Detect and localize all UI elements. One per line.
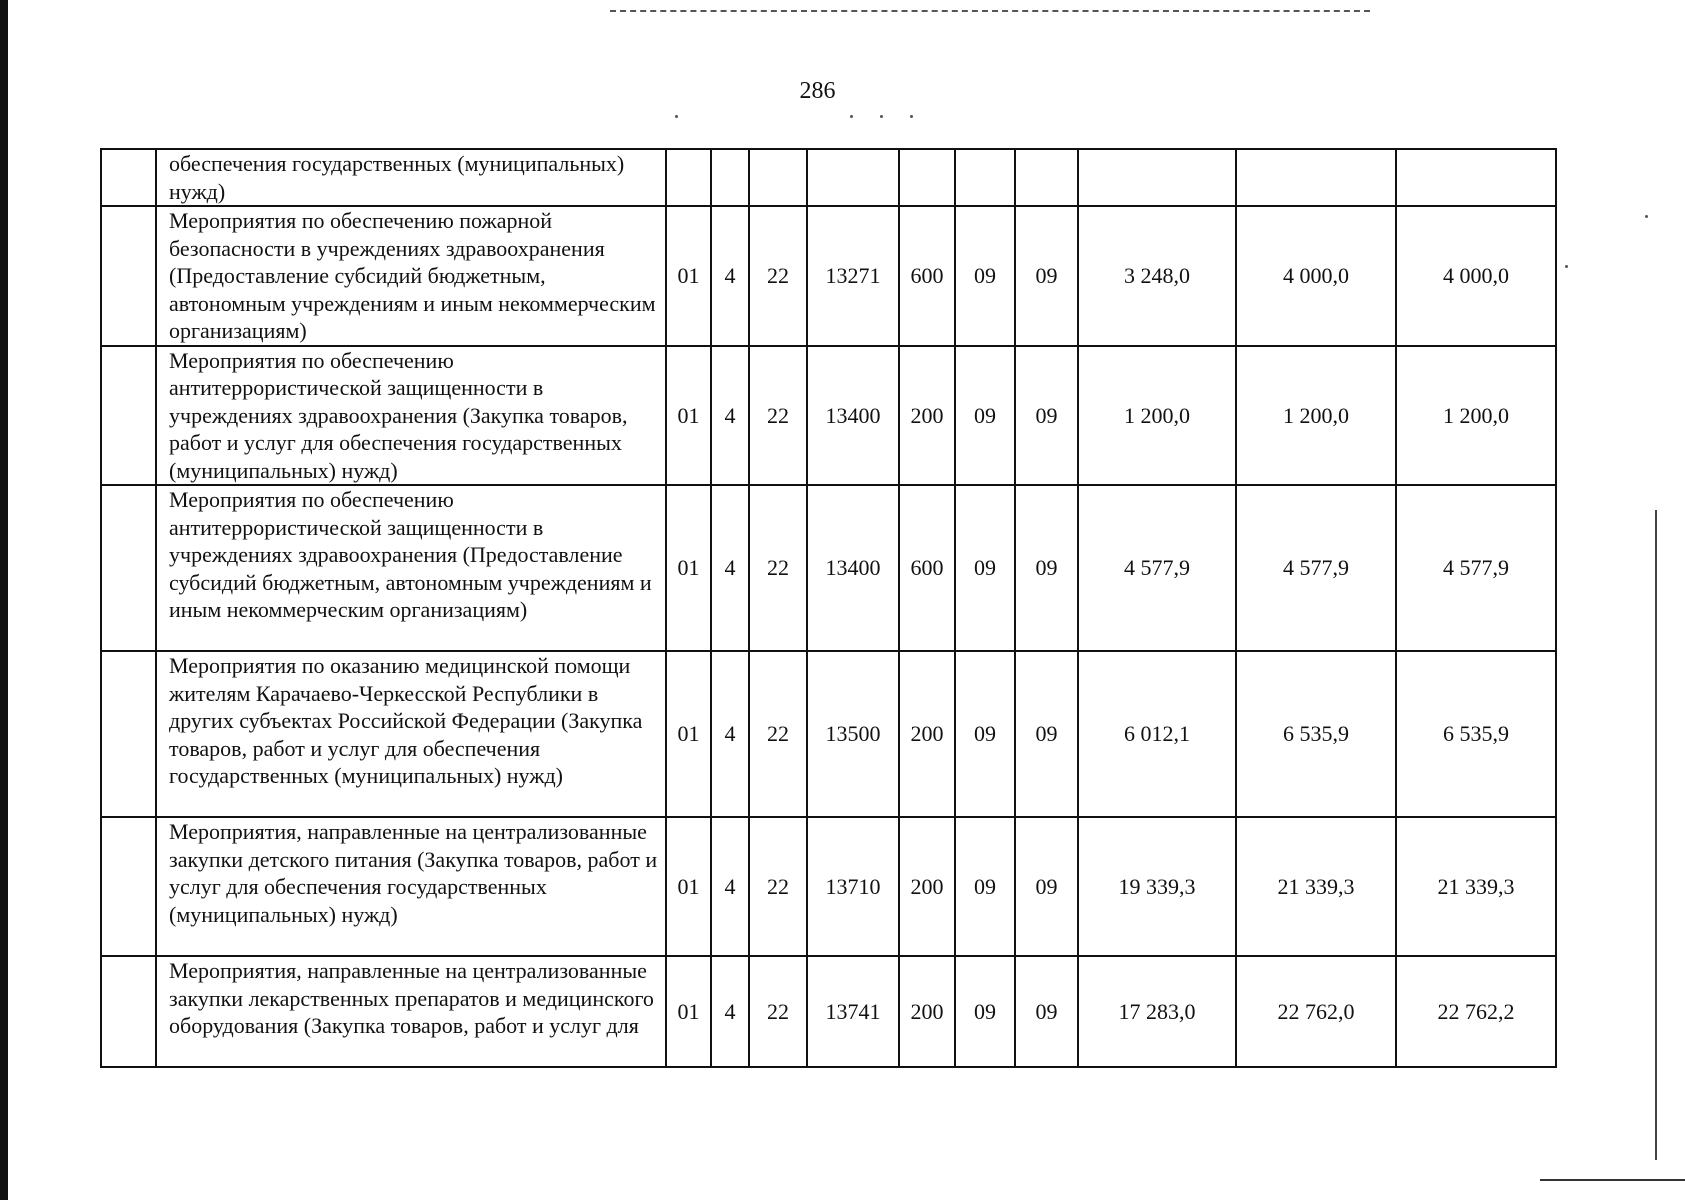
table-row	[101, 206, 1556, 346]
scan-right-edge	[1655, 510, 1657, 1160]
code-program: 01	[666, 206, 711, 346]
row-index-cell	[101, 149, 156, 206]
code-event: 22	[749, 346, 807, 486]
code-subsection: 09	[1015, 651, 1078, 817]
code-subprogram: 4	[711, 206, 749, 346]
code-direction: 13400	[807, 485, 899, 651]
code-event: 22	[749, 206, 807, 346]
row-description: Мероприятия по обеспечению антитеррористической защищенности в учреждениях здравоохранения (Предоставление субсидий бюджетным, автономным учреждениям и иным некоммерческим организациям)	[156, 485, 666, 651]
table-row	[101, 817, 1556, 956]
row-index-cell	[101, 956, 156, 1067]
code-subprogram: 4	[711, 817, 749, 956]
code-subsection: 09	[1015, 485, 1078, 651]
amount-year-1: 4 577,9	[1078, 485, 1236, 651]
code-section: 09	[955, 485, 1015, 651]
scan-dot	[1645, 215, 1648, 218]
code-event: 22	[749, 485, 807, 651]
code-section: 09	[955, 206, 1015, 346]
amount-year-3: 6 535,9	[1396, 651, 1556, 817]
amount-year-2	[1236, 149, 1396, 206]
amount-year-2: 1 200,0	[1236, 346, 1396, 486]
row-description: Мероприятия по обеспечению антитеррористической защищенности в учреждениях здравоохранения (Закупка товаров, работ и услуг для обеспечения государственных (муниципальных) нужд)	[156, 346, 666, 486]
table-row	[101, 485, 1556, 651]
code-direction: 13741	[807, 956, 899, 1067]
amount-year-2: 4 577,9	[1236, 485, 1396, 651]
code-program	[666, 149, 711, 206]
amount-year-3: 1 200,0	[1396, 346, 1556, 486]
row-index-cell	[101, 651, 156, 817]
code-expense-type: 600	[899, 485, 955, 651]
code-expense-type: 600	[899, 206, 955, 346]
code-expense-type	[899, 149, 955, 206]
amount-year-1: 1 200,0	[1078, 346, 1236, 486]
code-program: 01	[666, 651, 711, 817]
code-subprogram: 4	[711, 651, 749, 817]
code-event: 22	[749, 956, 807, 1067]
code-subprogram	[711, 149, 749, 206]
table-row	[101, 346, 1556, 486]
code-program: 01	[666, 956, 711, 1067]
table-row	[101, 956, 1556, 1067]
amount-year-3	[1396, 149, 1556, 206]
scan-top-line	[610, 10, 1370, 12]
code-expense-type: 200	[899, 956, 955, 1067]
code-direction: 13271	[807, 206, 899, 346]
code-direction: 13500	[807, 651, 899, 817]
amount-year-1: 3 248,0	[1078, 206, 1236, 346]
code-program: 01	[666, 346, 711, 486]
code-section: 09	[955, 956, 1015, 1067]
code-section	[955, 149, 1015, 206]
amount-year-3: 22 762,2	[1396, 956, 1556, 1067]
code-expense-type: 200	[899, 817, 955, 956]
table-row	[101, 149, 1556, 206]
code-subprogram: 4	[711, 956, 749, 1067]
budget-table	[100, 148, 1557, 1068]
scan-left-edge	[0, 0, 8, 1200]
amount-year-3: 21 339,3	[1396, 817, 1556, 956]
code-subprogram: 4	[711, 485, 749, 651]
code-program: 01	[666, 485, 711, 651]
row-index-cell	[101, 817, 156, 956]
code-subsection: 09	[1015, 206, 1078, 346]
row-description: Мероприятия по оказанию медицинской помощи жителям Карачаево-Черкесской Республики в других субъектах Российской Федерации (Закупка товаров, работ и услуг для обеспечения государственных (муниципальных) нужд)	[156, 651, 666, 817]
scan-dot	[910, 115, 913, 118]
code-section: 09	[955, 346, 1015, 486]
amount-year-3: 4 000,0	[1396, 206, 1556, 346]
code-direction	[807, 149, 899, 206]
code-direction: 13400	[807, 346, 899, 486]
code-expense-type: 200	[899, 651, 955, 817]
page-number: 286	[799, 78, 836, 104]
code-event: 22	[749, 651, 807, 817]
row-description: Мероприятия, направленные на централизованные закупки детского питания (Закупка товаров, работ и услуг для обеспечения государственных (муниципальных) нужд)	[156, 817, 666, 956]
amount-year-3: 4 577,9	[1396, 485, 1556, 651]
amount-year-1: 19 339,3	[1078, 817, 1236, 956]
amount-year-2: 4 000,0	[1236, 206, 1396, 346]
code-event	[749, 149, 807, 206]
amount-year-2: 22 762,0	[1236, 956, 1396, 1067]
scan-dot	[1565, 265, 1568, 268]
row-index-cell	[101, 485, 156, 651]
code-subprogram: 4	[711, 346, 749, 486]
code-section: 09	[955, 651, 1015, 817]
code-event: 22	[749, 817, 807, 956]
code-direction: 13710	[807, 817, 899, 956]
scan-bottom-line	[1540, 1179, 1685, 1181]
scan-dot	[850, 115, 853, 118]
code-subsection: 09	[1015, 346, 1078, 486]
amount-year-1: 6 012,1	[1078, 651, 1236, 817]
code-subsection	[1015, 149, 1078, 206]
amount-year-2: 21 339,3	[1236, 817, 1396, 956]
row-index-cell	[101, 206, 156, 346]
code-subsection: 09	[1015, 817, 1078, 956]
code-subsection: 09	[1015, 956, 1078, 1067]
row-description: Мероприятия, направленные на централизованные закупки лекарственных препаратов и медицинского оборудования (Закупка товаров, работ и услуг для	[156, 956, 666, 1067]
scan-dot	[880, 115, 883, 118]
row-description: Мероприятия по обеспечению пожарной безопасности в учреждениях здравоохранения (Предоставление субсидий бюджетным, автономным учреждениям и иным некоммерческим организациям)	[156, 206, 666, 346]
row-index-cell	[101, 346, 156, 486]
amount-year-2: 6 535,9	[1236, 651, 1396, 817]
code-section: 09	[955, 817, 1015, 956]
code-expense-type: 200	[899, 346, 955, 486]
code-program: 01	[666, 817, 711, 956]
table-row	[101, 651, 1556, 817]
amount-year-1	[1078, 149, 1236, 206]
scan-dot	[675, 115, 678, 118]
amount-year-1: 17 283,0	[1078, 956, 1236, 1067]
row-description: обеспечения государственных (муниципальных) нужд)	[156, 149, 666, 206]
